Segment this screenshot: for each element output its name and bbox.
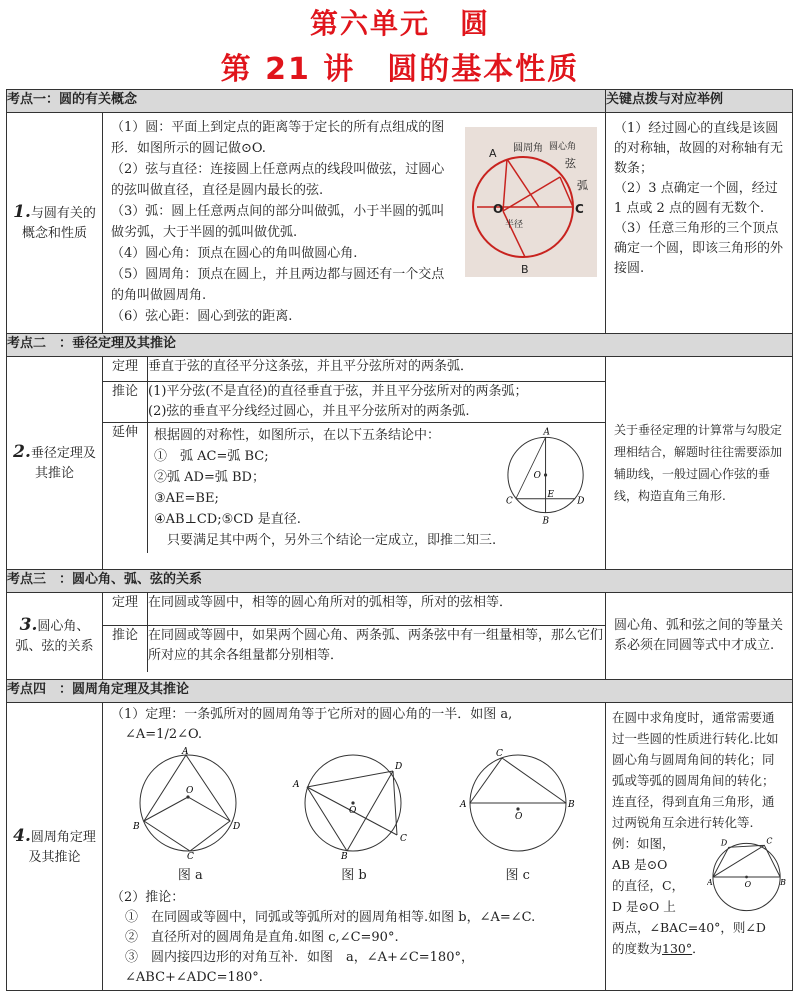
sec1-line-1: （1）圆：平面上到定点的距离等于定长的所有点组成的图形．如图所示的圆记做⊙O. xyxy=(111,120,445,156)
sec1-label-text: 与圆有关的概念和性质 xyxy=(21,206,96,241)
svg-text:E: E xyxy=(547,489,555,500)
sec1-row xyxy=(7,113,793,334)
figure-c xyxy=(458,747,578,886)
sec4-corollary-2: ② 直径所对的圆周角是直角.如图 c,∠C=90°. xyxy=(125,930,399,945)
sec4-corollary-title: （2）推论： xyxy=(111,890,185,905)
svg-text:O: O xyxy=(514,812,523,822)
sec3-tip: 圆心角、弧和弦之间的等量关系必须在同圆等式中才成立. xyxy=(606,593,793,680)
sec2-content xyxy=(103,357,606,570)
sec1-label-num: 1. xyxy=(13,202,31,222)
sec4-label-num: 4. xyxy=(13,825,31,846)
sec1-content xyxy=(103,113,606,334)
sec1-header-row xyxy=(7,90,793,113)
svg-text:B: B xyxy=(520,263,529,276)
svg-text:D: D xyxy=(720,838,728,848)
sec2-corollary-1: (1)平分弦(不是直径)的直径垂直于弦，并且平分弦所对的两条弧； xyxy=(148,384,528,399)
sec3-header: 考点三 ：圆心角、弧、弦的关系 xyxy=(7,570,793,593)
figure-a-caption: 图 a xyxy=(177,868,203,883)
sec2-ext-4: ③AE=BE; xyxy=(154,491,219,506)
perpendicular-diameter-figure xyxy=(500,425,599,529)
svg-text:B: B xyxy=(542,516,550,527)
sec3-label xyxy=(7,593,103,680)
svg-text:O: O xyxy=(744,879,751,889)
figure-c-svg xyxy=(458,747,578,859)
svg-text:B: B xyxy=(341,852,348,859)
sec4-corollary-1: ① 在同圆或等圆中，同弧或等弧所对的圆周角相等.如图 b，∠A=∠C. xyxy=(125,910,536,925)
svg-text:C: C xyxy=(766,836,773,846)
sec3-row xyxy=(7,593,793,680)
svg-text:O: O xyxy=(492,202,503,216)
sec2-ext-2: ① 弧 AC=弧 BC; xyxy=(154,449,269,464)
photo-label-zhoujiao: 圆周角 xyxy=(512,143,543,154)
sec3-theorem: 在同圆或等圆中，相等的圆心角所对的弧相等，所对的弦相等． xyxy=(148,593,606,626)
sec4-tip-4: 的直径，C， xyxy=(612,878,685,893)
photo-label-xian: 弦 xyxy=(564,157,576,170)
sec4-header-row xyxy=(7,680,793,703)
sec2-extension-label: 延伸 xyxy=(103,423,148,554)
figure-b-caption: 图 b xyxy=(341,868,367,883)
sec4-tip-7-text: 的度数为 xyxy=(612,941,663,956)
sec1-tip-3: （3）任意三角形的三个顶点确定一个圆，即该三角形的外接圆. xyxy=(614,221,784,276)
sec2-header: 考点二 ：垂径定理及其推论 xyxy=(7,334,793,357)
sec4-content xyxy=(103,703,606,991)
sec3-theorem-label: 定理 xyxy=(103,593,148,626)
svg-text:C: C xyxy=(505,496,513,507)
example-answer: 130° xyxy=(662,941,693,956)
sec3-label-text: 圆心角、弧、弦的关系 xyxy=(15,619,94,654)
sec2-ext-5: ④AB⊥CD;⑤CD 是直径. xyxy=(154,512,301,527)
sec4-tip-1: 在圆中求角度时，通常需要通过一些圆的性质进行转化.比如圆心角与圆周角间的转化；同弧或等弧的圆周角间的转化；连直径，得到直角三角形，通过两锐角互余进行转化等. xyxy=(612,710,779,830)
sec3-corollary-label: 推论 xyxy=(103,626,148,673)
sec4-tip-2: 例：如图， xyxy=(612,836,675,851)
sec1-line-6: （6）弦心距：圆心到弦的距离. xyxy=(111,309,293,324)
svg-text:C: C xyxy=(187,852,195,859)
sec1-line-3: （3）弧：圆上任意两点间的部分叫做弧，小于半圆的弧叫做劣弧，大于半圆的弧叫做优弧. xyxy=(111,204,445,240)
sec2-ext-3: ②弧 AD=弧 BD； xyxy=(154,470,265,485)
svg-text:D: D xyxy=(233,822,241,832)
example-answer-tail: ． xyxy=(692,941,705,956)
sec1-label xyxy=(7,113,103,334)
sec4-tip xyxy=(606,703,793,991)
figure-b-svg xyxy=(289,747,419,859)
photo-label-banjing: 半径 xyxy=(504,220,523,230)
sec4-figures xyxy=(111,747,597,886)
sec2-header-row xyxy=(7,334,793,357)
svg-text:O: O xyxy=(186,786,194,796)
sec1-tip-1: （1）经过圆心的直线是该圆的对称轴，故圆的对称轴有无数条； xyxy=(614,121,784,176)
sec2-theorem-label: 定理 xyxy=(103,357,148,382)
sec2-label-text: 垂径定理及其推论 xyxy=(30,446,96,481)
sec2-label-num: 2. xyxy=(13,442,31,462)
sec3-corollary: 在同圆或等圆中，如果两个圆心角、两条弧、两条弦中有一组量相等，那么它们所对应的其余各组量都分别相等． xyxy=(148,626,606,673)
svg-text:A: A xyxy=(459,800,467,810)
svg-text:A: A xyxy=(543,427,551,438)
svg-text:O: O xyxy=(533,470,541,481)
sec4-tip-3: AB 是⊙O xyxy=(612,857,668,872)
sec1-tips xyxy=(606,113,793,334)
figure-c-caption: 图 c xyxy=(505,868,530,883)
sec2-theorem: 垂直于弦的直径平分这条弦，并且平分弦所对的两条弧． xyxy=(148,357,606,382)
svg-text:C: C xyxy=(495,749,503,759)
sec2-row xyxy=(7,357,793,570)
sec4-tip-7 xyxy=(612,938,786,959)
sec4-header: 考点四 ：圆周角定理及其推论 xyxy=(7,680,793,703)
sec2-label xyxy=(7,357,103,570)
tips-header: 关键点拨与对应举例 xyxy=(606,90,793,113)
sec1-line-2: （2）弦与直径：连接圆上任意两点的线段叫做弦，过圆心的弦叫做直径，直径是圆内最长的弦. xyxy=(111,162,445,198)
sec2-ext-1: 根据圆的对称性，如图所示，在以下五条结论中： xyxy=(154,428,441,443)
sec4-row xyxy=(7,703,793,991)
sec2-tip: 关于垂径定理的计算常与勾股定理相结合，解题时往往需要添加辅助线，一般过圆心作弦的垂线，构造直角三角形. xyxy=(606,357,793,570)
sec2-corollary-2: (2)弦的垂直平分线经过圆心，并且平分弦所对的两条弧. xyxy=(148,404,470,419)
svg-text:A: A xyxy=(706,877,713,887)
lesson-title: 第 21 讲 圆的基本性质 xyxy=(220,52,580,87)
figure-b xyxy=(289,747,419,886)
svg-text:B: B xyxy=(567,800,575,810)
svg-text:C: C xyxy=(574,202,584,216)
sec1-line-4: （4）圆心角：顶点在圆心的角叫做圆心角. xyxy=(111,246,358,261)
unit-title: 第六单元 圆 xyxy=(309,7,490,40)
svg-text:A: A xyxy=(488,147,497,160)
svg-text:A: A xyxy=(293,780,300,790)
sec2-corollary-label: 推论 xyxy=(103,382,148,423)
svg-text:O: O xyxy=(349,806,357,816)
svg-text:A: A xyxy=(182,747,189,757)
sec4-tip-6: 两点，∠BAC=40°，则∠D xyxy=(612,920,766,935)
sec4-label-text: 圆周角定理及其推论 xyxy=(28,829,96,865)
example-circle-figure xyxy=(707,833,786,917)
photo-label-xinjiao: 圆心角 xyxy=(548,142,576,152)
svg-text:B: B xyxy=(133,822,140,832)
sec1-tip-2: （2）3 点确定一个圆，经过 1 点或 2 点的圆有无数个. xyxy=(614,181,778,216)
sec4-corollary-3: ③ 圆内接四边形的对角互补．如图 a，∠A+∠C=180°，∠ABC+∠ADC=180°. xyxy=(125,950,474,985)
sec4-def-1: （1）定理：一条弧所对的圆周角等于它所对的圆心角的一半．如图 a, xyxy=(111,707,513,722)
sec4-def-2: ∠A=1/2∠O. xyxy=(125,727,203,742)
figure-a xyxy=(130,747,250,886)
sec2-ext-6: 只要满足其中两个，另外三个结论一定成立，即推二知三. xyxy=(154,533,497,548)
sec4-tip-5: D 是⊙O 上 xyxy=(612,899,676,914)
sec3-inner-table xyxy=(103,593,605,672)
figure-a-svg xyxy=(130,747,250,859)
svg-text:C: C xyxy=(400,834,407,844)
sec1-line-5: （5）圆周角：顶点在圆上，并且两边都与圆还有一个交点的角叫做圆周角. xyxy=(111,267,445,303)
sec2-inner-table xyxy=(103,357,605,553)
sec3-content xyxy=(103,593,606,680)
svg-text:D: D xyxy=(577,496,585,507)
svg-text:D: D xyxy=(395,762,403,772)
sec3-header-row xyxy=(7,570,793,593)
handwritten-circle-photo xyxy=(465,127,597,277)
photo-label-hu: 弧 xyxy=(576,179,588,192)
svg-text:B: B xyxy=(780,877,786,887)
sec4-label xyxy=(7,703,103,991)
sec3-label-num: 3. xyxy=(19,615,38,635)
sec1-header: 考点一：圆的有关概念 xyxy=(7,90,606,113)
knowledge-table xyxy=(6,89,793,991)
